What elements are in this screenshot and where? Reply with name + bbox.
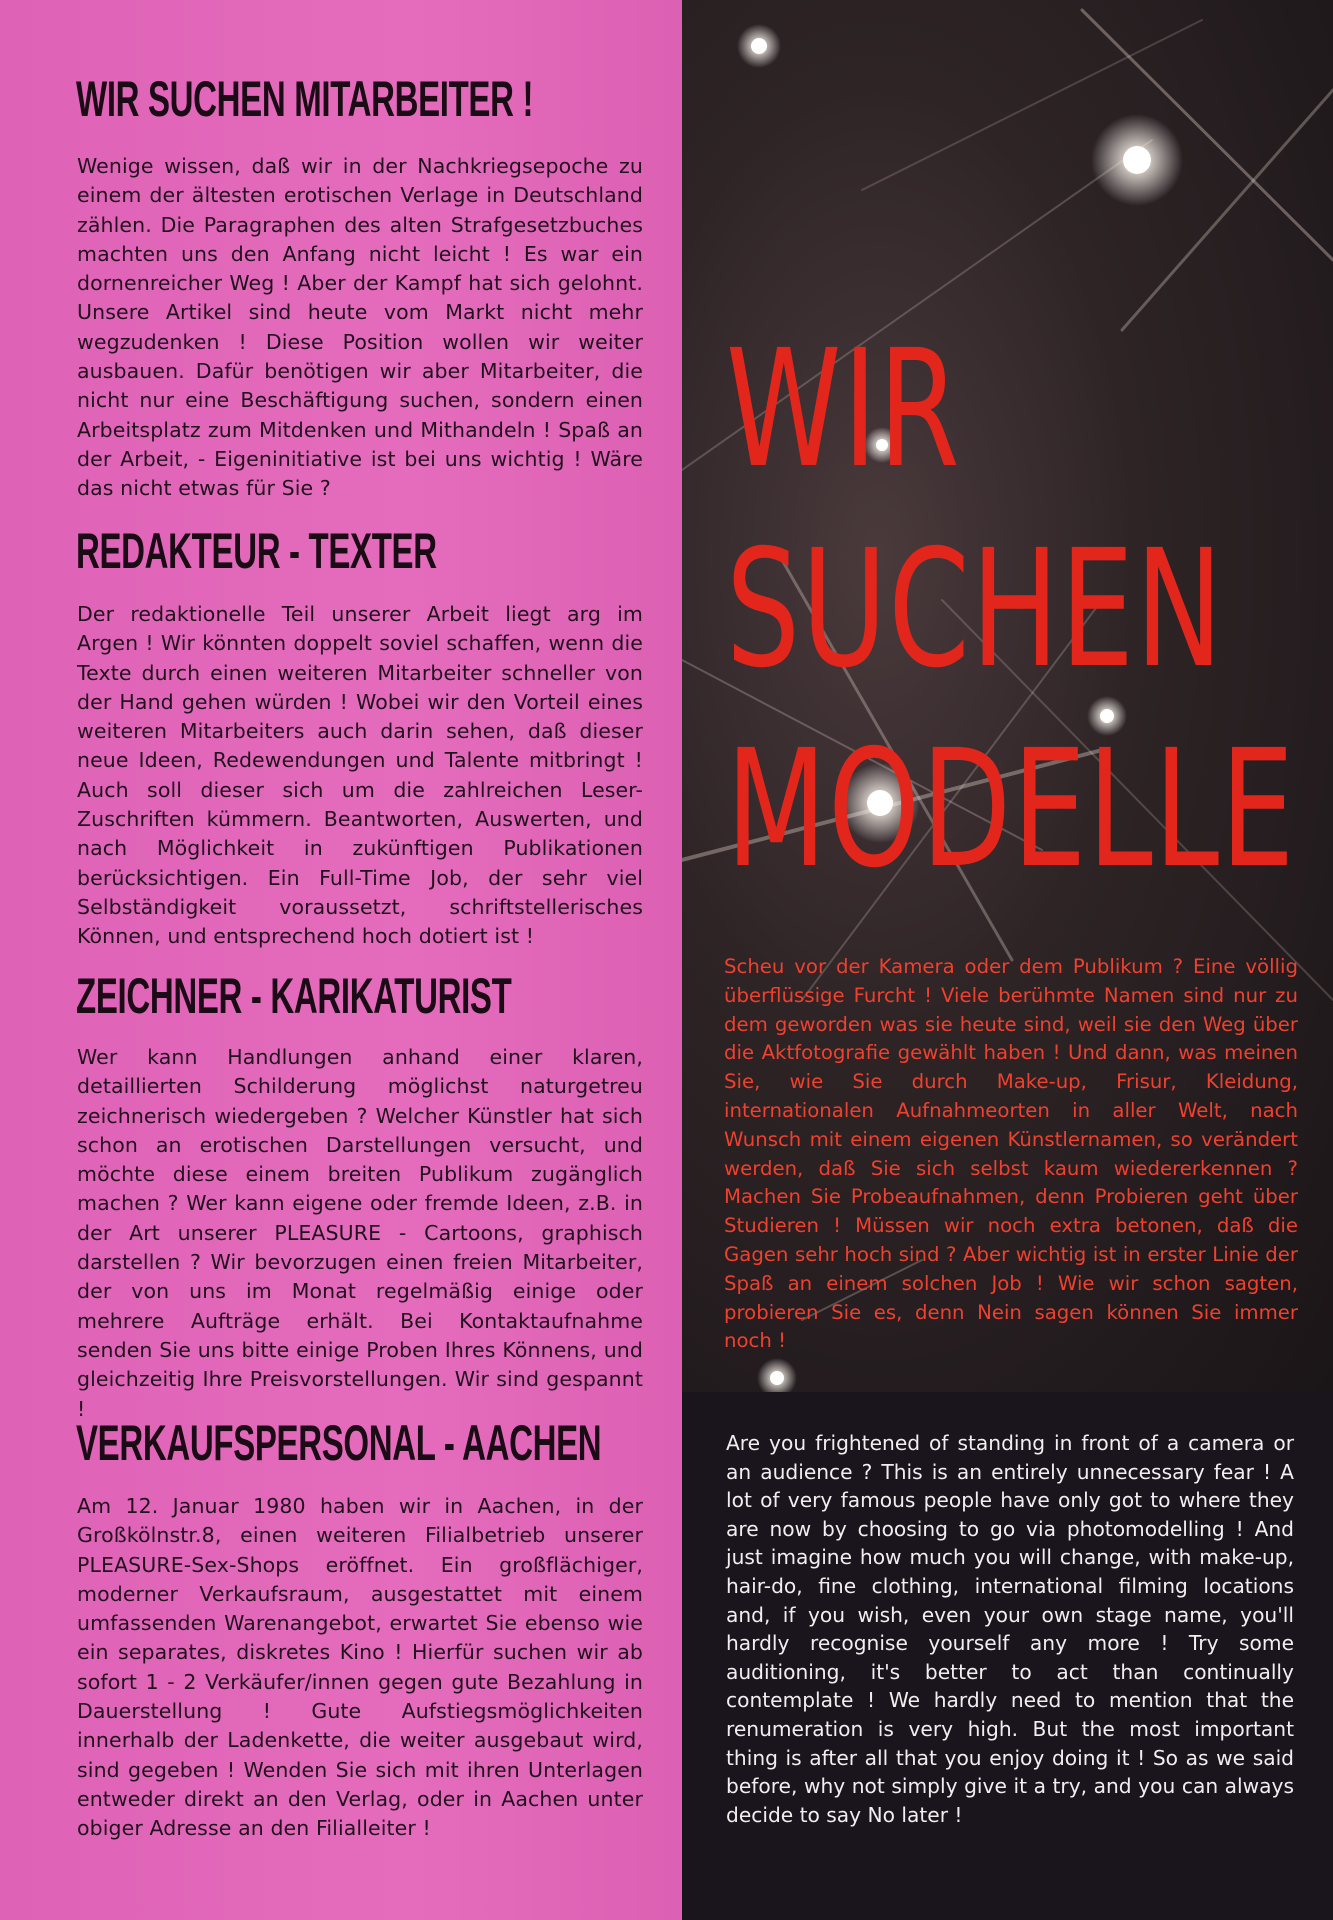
verkaufspersonal-text: Am 12. Januar 1980 haben wir in Aachen, in der Großkölnstr.8, einen weiteren Filialbetrieb unserer PLEASURE-Sex-Shops eröffnet. Ein großflächiger, moderner Verkaufsraum, ausgestattet mit einem umfassenden Warenangebot, erwartet Sie ebenso wie ein separates, diskretes Kino ! Hierfür suchen wir ab sofort 1 - 2 Verkäufer/innen gegen gute Bezahlung in Dauerstellung ! Gute Aufstiegsmöglichkeiten innerhalb der Ladenkette, die weiter ausgebaut wird, sind gegeben ! Wenden Sie sich mit ihren Unterlagen entweder direkt an den Verlag, oder in Aachen unter obiger Adresse an den Filialleiter !: [77, 1494, 643, 1841]
modelle-english-text: Are you frightened of standing in front of a camera or an audience ? This is an entirely unnecessary fear ! A lot of very famous people have only got to where they are now by choosing to go via photomodelling ! And just imagine how much you will change, with make-up, hair-do, fine clothing, international filming locations and, if you wish, even your own stage name, you'll hardly recognise yourself any more ! Try some auditioning, it's better to act than continually contemplate ! We hardly need to mention that the renumeration is very high. But the most important thing is after all that you enjoy doing it ! So as we said before, why not simply give it a try, and you can always decide to say No later !: [726, 1431, 1294, 1827]
headline-line-suchen: SUCHEN: [726, 516, 1225, 704]
modelle-german-text: Scheu vor der Kamera oder dem Publikum ? Eine völlig überflüssige Furcht ! Viele berühmte Namen sind nur zu dem geworden was sie heute sind, weil sie den Weg über die Aktfotografie gewählt haben ! Und dann, was meinen Sie, wie Sie durch Make-up, Frisur, Kleidung, internationalen Aufnahmeorten in aller Welt, nach Wunsch mit einem eigenen Künstlernamen, so verändert werden, daß Sie sich selbst kaum wiedererkennen ? Machen Sie Probeaufnahmen, denn Probieren geht über Studieren ! Müssen wir noch extra betonen, daß die Gagen sehr hoch sind ? Aber wichtig ist in erster Linie der Spaß an einem solchen Job ! Wie wir schon sagten, probieren Sie es, denn Nein sagen können Sie immer noch !: [724, 955, 1298, 1353]
modelle-photo-panel: [682, 0, 1333, 1392]
heading-redakteur-texter: REDAKTEUR - TEXTER: [76, 523, 437, 579]
intro-text: Wenige wissen, daß wir in der Nachkriegsepoche zu einem der ältesten erotischen Verlage in Deutschland zählen. Die Paragraphen des alten Strafgesetzbuches machten uns den Anfang nicht leicht ! Es war ein dornenreicher Weg ! Aber der Kampf hat sich gelohnt. Unsere Artikel sind heute vom Markt nicht mehr wegzudenken ! Diese Position wollen wir weiter ausbauen. Dafür benötigen wir aber Mitarbeiter, die nicht nur eine Beschäftigung suchen, sondern einen Arbeitsplatz zum Mitdenken und Mithandeln ! Spaß an der Arbeit, - Eigeninitiative ist bei uns wichtig ! Wäre das nicht etwas für Sie ?: [77, 154, 643, 501]
headline-line-modelle: MODELLE: [726, 716, 1296, 904]
heading-verkaufspersonal-aachen: VERKAUFSPERSONAL - AACHEN: [76, 1415, 602, 1471]
heading-wir-suchen-mitarbeiter: WIR SUCHEN MITARBEITER !: [76, 71, 534, 127]
heading-zeichner-karikaturist: ZEICHNER - KARIKATURIST: [76, 968, 512, 1024]
headline-line-wir: WIR: [726, 316, 962, 504]
english-translation-panel: [682, 1392, 1333, 1920]
modelle-headline: [726, 310, 1296, 910]
redakteur-text: Der redaktionelle Teil unserer Arbeit liegt arg im Argen ! Wir könnten doppelt soviel schaffen, wenn die Texte durch einen weiteren Mitarbeiter schneller von der Hand gehen würden ! Wobei wir den Vorteil eines weiteren Mitarbeiters auch darin sehen, daß dieser neue Ideen, Redewendungen und Talente mitbringt ! Auch soll dieser sich um die zahlreichen Leser-Zuschriften kümmern. Beantworten, Auswerten, und nach Möglichkeit in zukünftigen Publikationen berücksichtigen. Ein Full-Time Job, der sehr viel Selbständigkeit voraussetzt, schriftstellerisches Können, und entsprechend hoch dotiert ist !: [77, 602, 643, 949]
zeichner-text: Wer kann Handlungen anhand einer klaren, detaillierten Schilderung möglichst naturgetreu zeichnerisch wiedergeben ? Welcher Künstler hat sich schon an erotischen Darstellungen versucht, und möchte diese einem breiten Publikum zugänglich machen ? Wer kann eigene oder fremde Ideen, z.B. in der Art unserer PLEASURE - Cartoons, graphisch darstellen ? Wir bevorzugen einen freien Mitarbeiter, der von uns im Monat regelmäßig einige oder mehrere Aufträge erhält. Bei Kontaktaufnahme senden Sie uns bitte einige Proben Ihres Könnens, und gleichzeitig Ihre Preisvorstellungen. Wir sind gespannt !: [77, 1045, 643, 1421]
